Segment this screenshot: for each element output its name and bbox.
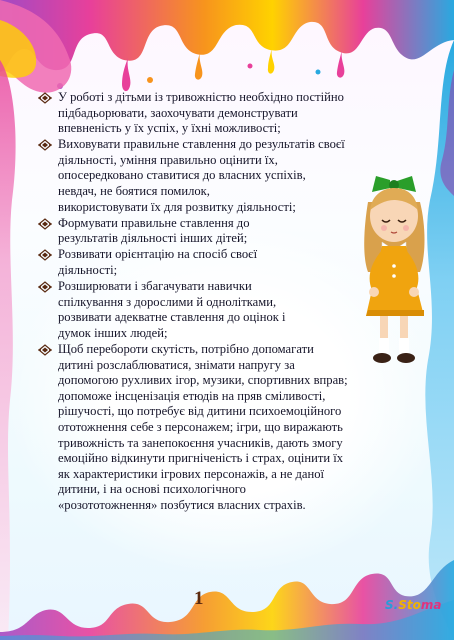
ornament-bullet-icon: [38, 281, 52, 293]
list-item-line: емоційно відкинути пригніченість і страх, оцінити їх: [58, 451, 344, 466]
list-item-line: впевненість у їх успіх, у їхні можливості;: [58, 121, 281, 136]
list-item: [38, 247, 414, 278]
list-item-line: Щоб перебороти скутість, потрібно допомагати: [58, 342, 314, 356]
list-item-line: думок інших людей;: [58, 325, 168, 340]
list-item-line: як характеристики ігрових персонажів, а не даної: [58, 466, 325, 481]
list-item: [38, 342, 414, 514]
list-item-line: використовувати їх для розвитку діяльності;: [58, 199, 296, 214]
ornament-bullet-icon: [38, 139, 52, 151]
list-item-line: Розширювати і збагачувати навички: [58, 279, 252, 294]
signature-part: S.: [385, 598, 399, 612]
list-item-line: дитині розслаблюватися, знімати напругу за: [58, 357, 295, 372]
list-item-line: опосередковано ставитися до власних успіхів,: [58, 168, 306, 183]
list-item: [38, 216, 414, 247]
list-item-line: Виховувати правильне ставлення до результатів своєї: [58, 137, 345, 152]
list-item-line: діяльності, уміння правильно оцінити їх,: [58, 152, 278, 167]
list-item-line: тривожність та занепокоєння учасників, дають змогу: [58, 435, 343, 450]
list-item-line: підбадьорювати, заохочувати демонструвати: [58, 105, 298, 120]
author-signature: [385, 598, 441, 612]
list-item: [38, 279, 414, 341]
ornament-bullet-icon: [38, 92, 52, 104]
list-item-line: діяльності;: [58, 263, 118, 278]
signature-part: Sto: [398, 598, 421, 612]
list-item: [38, 137, 414, 215]
ornament-bullet-icon: [38, 218, 52, 230]
signature-part: ma: [420, 598, 442, 612]
list-item-line: дитини, і на основі психологічного: [58, 482, 246, 497]
list-item-line: «розототожнення» позбутися власних страхів.: [58, 497, 306, 512]
list-item-line: спілкування з дорослими й однолітками,: [58, 294, 277, 309]
list-item-line: результатів діяльності інших дітей;: [58, 231, 248, 246]
list-item-line: Розвивати орієнтацію на спосіб своєї: [58, 247, 258, 262]
list-item-line: ототожнення себе з персонажем; ігри, що виражають: [58, 419, 343, 434]
ornament-bullet-icon: [38, 344, 52, 356]
list-item-line: Формувати правильне ставлення до: [58, 215, 250, 230]
list-item-line: розвивати адекватне ставлення до оцінок і: [58, 310, 286, 325]
list-item-line: допомогою рухливих ігор, музики, спортивних вправ;: [58, 373, 348, 388]
ornament-bullet-icon: [38, 249, 52, 261]
list-item-line: невдач, не боятися помилок,: [58, 184, 210, 199]
list-item: [38, 90, 414, 137]
list-item-line: рішучості, що потребує від дитини психоемоційного: [58, 404, 342, 419]
bullet-list: [38, 90, 414, 514]
list-item-line: У роботі з дітьми із тривожністю необхідно постійно: [58, 90, 344, 104]
page-number: 1: [194, 588, 204, 609]
list-item-line: допоможе інсценізація етюдів на пряв сміливості,: [58, 388, 326, 403]
